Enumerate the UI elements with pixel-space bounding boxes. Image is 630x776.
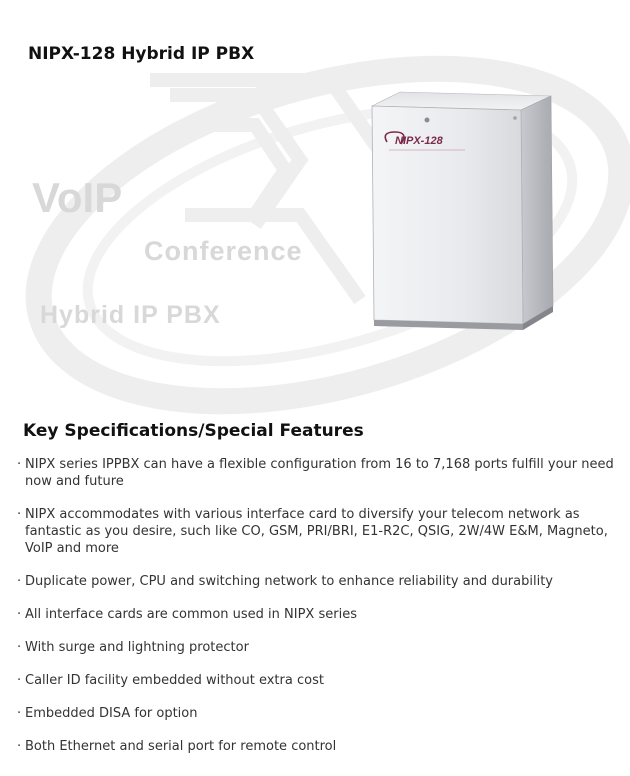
- list-item: [17, 639, 617, 656]
- watermark-voip: VoIP: [32, 174, 123, 221]
- list-item: [17, 456, 617, 490]
- pbx-cabinet-image: [355, 88, 565, 358]
- bullet-icon: ·: [17, 574, 22, 589]
- features-heading: Key Specifications/Special Features: [23, 421, 364, 441]
- feature-text: Duplicate power, CPU and switching network to enhance reliability and durability: [25, 574, 553, 589]
- bullet-icon: ·: [17, 640, 22, 655]
- watermark-conference: Conference: [144, 236, 303, 266]
- feature-text: Both Ethernet and serial port for remote control: [25, 739, 337, 754]
- list-item: [17, 573, 617, 590]
- feature-text: Caller ID facility embedded without extra cost: [25, 673, 324, 688]
- bullet-icon: ·: [17, 706, 22, 721]
- cabinet-logo-text: NIPX-128: [395, 135, 443, 147]
- feature-text: NIPX accommodates with various interface card to diversify your telecom network as fantastic as you desire, such like CO, GSM, PRI/BRI, E1-R2C, QSIG, 2W/4W E&M, Magneto, VoIP and more: [25, 507, 608, 556]
- bullet-icon: ·: [17, 739, 22, 754]
- bullet-icon: ·: [17, 507, 22, 522]
- features-list: [17, 456, 617, 771]
- bullet-icon: ·: [17, 607, 22, 622]
- list-item: [17, 738, 617, 755]
- bullet-icon: ·: [17, 457, 22, 472]
- list-item: [17, 506, 617, 557]
- feature-text: Embedded DISA for option: [25, 706, 198, 721]
- feature-text: With surge and lightning protector: [25, 640, 249, 655]
- list-item: [17, 606, 617, 623]
- feature-text: All interface cards are common used in NIPX series: [25, 607, 357, 622]
- list-item: [17, 672, 617, 689]
- bullet-icon: ·: [17, 673, 22, 688]
- feature-text: NIPX series IPPBX can have a flexible configuration from 16 to 7,168 ports fulfill your need now and future: [25, 457, 614, 489]
- list-item: [17, 705, 617, 722]
- page-title: NIPX-128 Hybrid IP PBX: [28, 44, 255, 64]
- watermark-hybrid-ip-pbx: Hybrid IP PBX: [40, 301, 221, 329]
